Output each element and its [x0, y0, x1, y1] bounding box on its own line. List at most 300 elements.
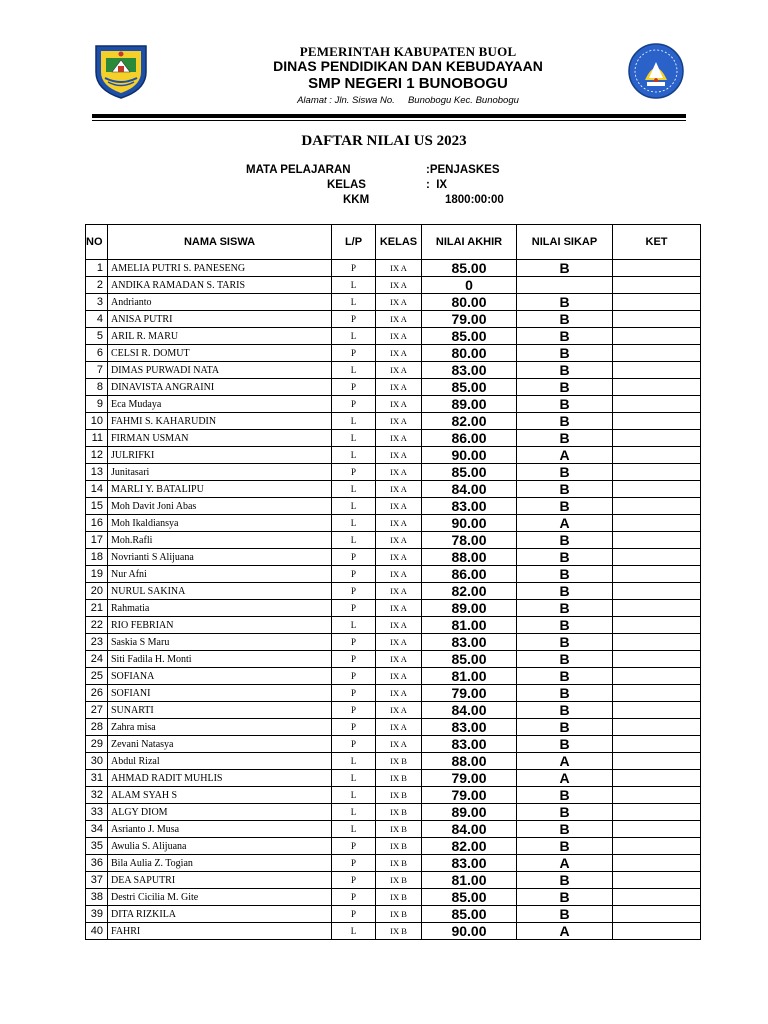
class-cell: IX B — [376, 855, 422, 872]
table-row — [86, 464, 701, 481]
final-score-cell: 79.00 — [422, 770, 517, 787]
table-row — [86, 923, 701, 940]
class-cell: IX A — [376, 260, 422, 277]
student-name-cell: FIRMAN USMAN — [108, 430, 332, 447]
gender-cell: P — [332, 855, 376, 872]
header-divider-thick — [92, 114, 686, 118]
class-cell: IX A — [376, 600, 422, 617]
row-number-cell: 1 — [86, 260, 108, 277]
gender-cell: P — [332, 906, 376, 923]
final-score-cell: 85.00 — [422, 651, 517, 668]
remarks-cell — [613, 532, 701, 549]
attitude-score-cell: B — [517, 634, 613, 651]
attitude-score-cell: B — [517, 532, 613, 549]
gender-cell: L — [332, 328, 376, 345]
table-row — [86, 260, 701, 277]
attitude-score-cell: B — [517, 600, 613, 617]
class-cell: IX A — [376, 447, 422, 464]
gender-cell: L — [332, 481, 376, 498]
remarks-cell — [613, 549, 701, 566]
attitude-score-cell: B — [517, 379, 613, 396]
class-cell: IX A — [376, 362, 422, 379]
class-cell: IX A — [376, 345, 422, 362]
table-row — [86, 838, 701, 855]
table-row — [86, 515, 701, 532]
remarks-cell — [613, 685, 701, 702]
gender-cell: P — [332, 583, 376, 600]
attitude-score-cell: B — [517, 668, 613, 685]
student-name-cell: SOFIANI — [108, 685, 332, 702]
student-name-cell: Awulia S. Alijuana — [108, 838, 332, 855]
table-row — [86, 770, 701, 787]
header-department-line: DINAS PENDIDIKAN DAN KEBUDAYAAN — [273, 58, 543, 74]
table-row — [86, 872, 701, 889]
attitude-score-cell: B — [517, 345, 613, 362]
student-name-cell: ALGY DIOM — [108, 804, 332, 821]
row-number-cell: 4 — [86, 311, 108, 328]
row-number-cell: 6 — [86, 345, 108, 362]
gender-cell: L — [332, 498, 376, 515]
final-score-cell: 89.00 — [422, 804, 517, 821]
class-cell: IX A — [376, 583, 422, 600]
remarks-cell — [613, 753, 701, 770]
table-row — [86, 430, 701, 447]
row-number-cell: 39 — [86, 906, 108, 923]
row-number-cell: 13 — [86, 464, 108, 481]
attitude-score-cell: B — [517, 821, 613, 838]
row-number-cell: 34 — [86, 821, 108, 838]
class-cell: IX A — [376, 651, 422, 668]
table-row — [86, 855, 701, 872]
attitude-score-cell: A — [517, 447, 613, 464]
student-name-cell: DIMAS PURWADI NATA — [108, 362, 332, 379]
final-score-cell: 89.00 — [422, 600, 517, 617]
remarks-cell — [613, 617, 701, 634]
class-cell: IX A — [376, 566, 422, 583]
gender-cell: P — [332, 685, 376, 702]
class-cell: IX A — [376, 311, 422, 328]
attitude-score-cell: B — [517, 583, 613, 600]
row-number-cell: 12 — [86, 447, 108, 464]
table-row — [86, 328, 701, 345]
row-number-cell: 36 — [86, 855, 108, 872]
remarks-cell — [613, 855, 701, 872]
remarks-cell — [613, 787, 701, 804]
row-number-cell: 17 — [86, 532, 108, 549]
attitude-score-cell: B — [517, 651, 613, 668]
remarks-cell — [613, 702, 701, 719]
table-row — [86, 532, 701, 549]
attitude-score-cell: B — [517, 719, 613, 736]
student-name-cell: Moh Davit Joni Abas — [108, 498, 332, 515]
final-score-cell: 84.00 — [422, 481, 517, 498]
final-score-cell: 79.00 — [422, 685, 517, 702]
remarks-cell — [613, 923, 701, 940]
class-cell: IX B — [376, 872, 422, 889]
class-cell: IX B — [376, 889, 422, 906]
table-row — [86, 651, 701, 668]
attitude-score-cell: A — [517, 770, 613, 787]
attitude-score-cell: B — [517, 294, 613, 311]
student-name-cell: DEA SAPUTRI — [108, 872, 332, 889]
class-cell: IX B — [376, 906, 422, 923]
remarks-cell — [613, 804, 701, 821]
final-score-cell: 0 — [422, 277, 517, 294]
header-government-line: PEMERINTAH KABUPATEN BUOL — [299, 44, 517, 59]
row-number-cell: 14 — [86, 481, 108, 498]
table-row — [86, 362, 701, 379]
header-kelas: KELAS — [376, 225, 422, 260]
attitude-score-cell: B — [517, 838, 613, 855]
row-number-cell: 15 — [86, 498, 108, 515]
table-row — [86, 498, 701, 515]
class-cell: IX A — [376, 515, 422, 532]
final-score-cell: 83.00 — [422, 855, 517, 872]
class-cell: IX A — [376, 532, 422, 549]
student-name-cell: FAHRI — [108, 923, 332, 940]
row-number-cell: 19 — [86, 566, 108, 583]
gender-cell: P — [332, 838, 376, 855]
header-lp: L/P — [332, 225, 376, 260]
student-name-cell: FAHMI S. KAHARUDIN — [108, 413, 332, 430]
class-cell: IX A — [376, 549, 422, 566]
remarks-cell — [613, 821, 701, 838]
attitude-score-cell: B — [517, 702, 613, 719]
gender-cell: L — [332, 447, 376, 464]
student-name-cell: Junitasari — [108, 464, 332, 481]
row-number-cell: 27 — [86, 702, 108, 719]
class-cell: IX A — [376, 719, 422, 736]
class-cell: IX B — [376, 770, 422, 787]
class-cell: IX A — [376, 634, 422, 651]
table-row — [86, 311, 701, 328]
remarks-cell — [613, 600, 701, 617]
table-row — [86, 668, 701, 685]
gender-cell: P — [332, 651, 376, 668]
class-cell: IX A — [376, 277, 422, 294]
table-row — [86, 753, 701, 770]
remarks-cell — [613, 719, 701, 736]
gender-cell: P — [332, 719, 376, 736]
row-number-cell: 22 — [86, 617, 108, 634]
row-number-cell: 16 — [86, 515, 108, 532]
gender-cell: P — [332, 260, 376, 277]
student-name-cell: Moh.Rafli — [108, 532, 332, 549]
remarks-cell — [613, 583, 701, 600]
gender-cell: L — [332, 294, 376, 311]
gender-cell: L — [332, 362, 376, 379]
attitude-score-cell: B — [517, 906, 613, 923]
class-cell: IX A — [376, 328, 422, 345]
gender-cell: P — [332, 566, 376, 583]
attitude-score-cell: B — [517, 311, 613, 328]
gender-cell: P — [332, 311, 376, 328]
table-row — [86, 566, 701, 583]
attitude-score-cell: A — [517, 855, 613, 872]
header-no: NO — [86, 225, 108, 260]
student-name-cell: Rahmatia — [108, 600, 332, 617]
remarks-cell — [613, 311, 701, 328]
gender-cell: L — [332, 617, 376, 634]
final-score-cell: 85.00 — [422, 379, 517, 396]
row-number-cell: 31 — [86, 770, 108, 787]
class-cell: IX A — [376, 736, 422, 753]
row-number-cell: 26 — [86, 685, 108, 702]
final-score-cell: 82.00 — [422, 413, 517, 430]
class-cell: IX A — [376, 379, 422, 396]
remarks-cell — [613, 736, 701, 753]
final-score-cell: 83.00 — [422, 362, 517, 379]
attitude-score-cell: B — [517, 549, 613, 566]
gender-cell: P — [332, 396, 376, 413]
class-cell: IX B — [376, 753, 422, 770]
row-number-cell: 21 — [86, 600, 108, 617]
kkm-label: KKM — [343, 194, 370, 206]
remarks-cell — [613, 668, 701, 685]
final-score-cell: 85.00 — [422, 889, 517, 906]
student-name-cell: Saskia S Maru — [108, 634, 332, 651]
student-name-cell: ARIL R. MARU — [108, 328, 332, 345]
student-name-cell: Andrianto — [108, 294, 332, 311]
gender-cell: L — [332, 277, 376, 294]
header-address: Alamat : Jln. Siswa No. Bunobogu Kec. Bunobogu — [297, 95, 519, 106]
class-cell: IX A — [376, 464, 422, 481]
table-row — [86, 481, 701, 498]
remarks-cell — [613, 396, 701, 413]
row-number-cell: 2 — [86, 277, 108, 294]
final-score-cell: 83.00 — [422, 736, 517, 753]
student-name-cell: DITA RIZKILA — [108, 906, 332, 923]
class-cell: IX A — [376, 430, 422, 447]
header-nilai-akhir: NILAI AKHIR — [422, 225, 517, 260]
class-cell: IX B — [376, 838, 422, 855]
student-name-cell: MARLI Y. BATALIPU — [108, 481, 332, 498]
remarks-cell — [613, 481, 701, 498]
row-number-cell: 28 — [86, 719, 108, 736]
table-row — [86, 906, 701, 923]
remarks-cell — [613, 464, 701, 481]
table-row — [86, 736, 701, 753]
student-name-cell: Zevani Natasya — [108, 736, 332, 753]
attitude-score-cell: B — [517, 464, 613, 481]
final-score-cell: 88.00 — [422, 753, 517, 770]
student-name-cell: NURUL SAKINA — [108, 583, 332, 600]
attitude-score-cell: B — [517, 889, 613, 906]
attitude-score-cell: A — [517, 923, 613, 940]
attitude-score-cell: B — [517, 396, 613, 413]
row-number-cell: 30 — [86, 753, 108, 770]
gender-cell: L — [332, 787, 376, 804]
remarks-cell — [613, 430, 701, 447]
table-row — [86, 583, 701, 600]
remarks-cell — [613, 447, 701, 464]
gender-cell: P — [332, 634, 376, 651]
student-name-cell: SOFIANA — [108, 668, 332, 685]
final-score-cell: 85.00 — [422, 906, 517, 923]
class-cell: IX A — [376, 668, 422, 685]
gender-cell: L — [332, 753, 376, 770]
attitude-score-cell: B — [517, 736, 613, 753]
table-row — [86, 804, 701, 821]
student-name-cell: ANISA PUTRI — [108, 311, 332, 328]
attitude-score-cell: B — [517, 804, 613, 821]
student-name-cell: ALAM SYAH S — [108, 787, 332, 804]
grades-table — [85, 224, 701, 940]
header-nilai-sikap: NILAI SIKAP — [517, 225, 613, 260]
row-number-cell: 32 — [86, 787, 108, 804]
final-score-cell: 89.00 — [422, 396, 517, 413]
gender-cell: P — [332, 549, 376, 566]
gender-cell: L — [332, 923, 376, 940]
class-cell: IX A — [376, 481, 422, 498]
student-name-cell: Asrianto J. Musa — [108, 821, 332, 838]
gender-cell: P — [332, 379, 376, 396]
row-number-cell: 11 — [86, 430, 108, 447]
class-cell: IX A — [376, 617, 422, 634]
remarks-cell — [613, 838, 701, 855]
table-row — [86, 617, 701, 634]
final-score-cell: 78.00 — [422, 532, 517, 549]
final-score-cell: 90.00 — [422, 923, 517, 940]
header-name: NAMA SISWA — [108, 225, 332, 260]
class-cell: IX A — [376, 396, 422, 413]
table-row — [86, 345, 701, 362]
final-score-cell: 82.00 — [422, 838, 517, 855]
final-score-cell: 88.00 — [422, 549, 517, 566]
attitude-score-cell: B — [517, 413, 613, 430]
table-row — [86, 396, 701, 413]
remarks-cell — [613, 634, 701, 651]
final-score-cell: 81.00 — [422, 872, 517, 889]
student-name-cell: Zahra misa — [108, 719, 332, 736]
table-row — [86, 277, 701, 294]
gender-cell: L — [332, 804, 376, 821]
remarks-cell — [613, 566, 701, 583]
remarks-cell — [613, 770, 701, 787]
gender-cell: P — [332, 872, 376, 889]
final-score-cell: 82.00 — [422, 583, 517, 600]
remarks-cell — [613, 328, 701, 345]
table-header-row — [86, 225, 701, 260]
gender-cell: P — [332, 600, 376, 617]
table-row — [86, 719, 701, 736]
attitude-score-cell: A — [517, 753, 613, 770]
attitude-score-cell: B — [517, 362, 613, 379]
student-name-cell: Bila Aulia Z. Togian — [108, 855, 332, 872]
attitude-score-cell: B — [517, 685, 613, 702]
remarks-cell — [613, 906, 701, 923]
student-name-cell: Moh Ikaldiansya — [108, 515, 332, 532]
final-score-cell: 83.00 — [422, 719, 517, 736]
table-row — [86, 889, 701, 906]
kkm-value: 1800:00:00 — [445, 194, 504, 206]
attitude-score-cell: B — [517, 617, 613, 634]
remarks-cell — [613, 498, 701, 515]
attitude-score-cell: B — [517, 872, 613, 889]
gender-cell: P — [332, 464, 376, 481]
final-score-cell: 80.00 — [422, 294, 517, 311]
table-row — [86, 634, 701, 651]
remarks-cell — [613, 294, 701, 311]
student-name-cell: Novrianti S Alijuana — [108, 549, 332, 566]
class-cell: IX A — [376, 702, 422, 719]
class-cell: IX B — [376, 787, 422, 804]
gender-cell: L — [332, 532, 376, 549]
final-score-cell: 86.00 — [422, 430, 517, 447]
final-score-cell: 86.00 — [422, 566, 517, 583]
attitude-score-cell: B — [517, 328, 613, 345]
table-row — [86, 379, 701, 396]
student-name-cell: Abdul Rizal — [108, 753, 332, 770]
student-name-cell: RIO FEBRIAN — [108, 617, 332, 634]
final-score-cell: 79.00 — [422, 311, 517, 328]
final-score-cell: 85.00 — [422, 328, 517, 345]
gender-cell: P — [332, 736, 376, 753]
final-score-cell: 84.00 — [422, 702, 517, 719]
remarks-cell — [613, 515, 701, 532]
table-row — [86, 685, 701, 702]
student-name-cell: Eca Mudaya — [108, 396, 332, 413]
gender-cell: L — [332, 821, 376, 838]
table-row — [86, 787, 701, 804]
row-number-cell: 7 — [86, 362, 108, 379]
final-score-cell: 83.00 — [422, 498, 517, 515]
gender-cell: L — [332, 413, 376, 430]
final-score-cell: 85.00 — [422, 260, 517, 277]
row-number-cell: 23 — [86, 634, 108, 651]
attitude-score-cell: B — [517, 498, 613, 515]
class-value: : IX — [426, 179, 448, 191]
final-score-cell: 79.00 — [422, 787, 517, 804]
remarks-cell — [613, 277, 701, 294]
gender-cell: L — [332, 430, 376, 447]
header-divider-thin — [92, 120, 686, 121]
row-number-cell: 29 — [86, 736, 108, 753]
class-cell: IX A — [376, 294, 422, 311]
final-score-cell: 85.00 — [422, 464, 517, 481]
final-score-cell: 80.00 — [422, 345, 517, 362]
student-name-cell: SUNARTI — [108, 702, 332, 719]
final-score-cell: 83.00 — [422, 634, 517, 651]
attitude-score-cell: B — [517, 787, 613, 804]
header-school-name: SMP NEGERI 1 BUNOBOGU — [308, 75, 508, 92]
remarks-cell — [613, 413, 701, 430]
subject-label: MATA PELAJARAN — [246, 164, 351, 176]
gender-cell: P — [332, 668, 376, 685]
gender-cell: P — [332, 345, 376, 362]
remarks-cell — [613, 651, 701, 668]
attitude-score-cell: B — [517, 430, 613, 447]
final-score-cell: 90.00 — [422, 515, 517, 532]
row-number-cell: 9 — [86, 396, 108, 413]
gender-cell: P — [332, 702, 376, 719]
student-name-cell: DINAVISTA ANGRAINI — [108, 379, 332, 396]
table-row — [86, 821, 701, 838]
student-name-cell: Destri Cicilia M. Gite — [108, 889, 332, 906]
student-name-cell: Siti Fadila H. Monti — [108, 651, 332, 668]
class-cell: IX A — [376, 498, 422, 515]
remarks-cell — [613, 260, 701, 277]
row-number-cell: 5 — [86, 328, 108, 345]
attitude-score-cell: A — [517, 515, 613, 532]
row-number-cell: 24 — [86, 651, 108, 668]
remarks-cell — [613, 889, 701, 906]
class-cell: IX B — [376, 821, 422, 838]
row-number-cell: 20 — [86, 583, 108, 600]
row-number-cell: 8 — [86, 379, 108, 396]
remarks-cell — [613, 872, 701, 889]
final-score-cell: 84.00 — [422, 821, 517, 838]
